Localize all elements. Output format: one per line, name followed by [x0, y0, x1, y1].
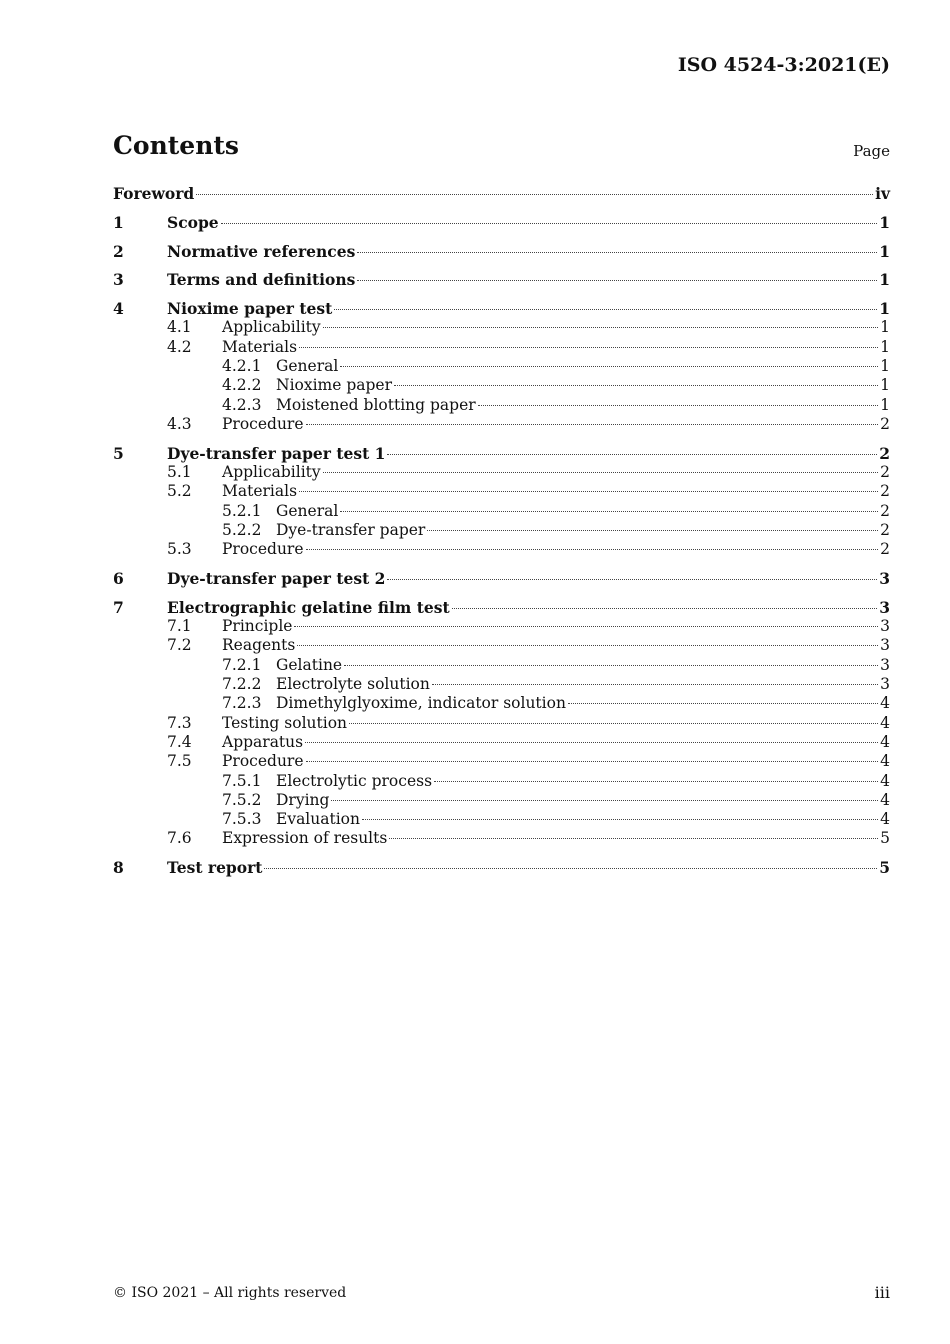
toc-entry[interactable]: [113, 502, 890, 521]
dot-leader: [357, 280, 877, 281]
dot-leader: [387, 579, 877, 580]
dot-leader: [305, 742, 878, 743]
toc-entry-number: 7.2.1: [222, 655, 262, 674]
toc-entry-title: Nioxime paper: [276, 376, 393, 395]
dot-leader: [294, 626, 878, 627]
toc-entry-title: Electrolytic process: [276, 771, 433, 790]
toc-entry-number: 5.2.2: [222, 520, 262, 539]
toc-entry-title: Procedure: [222, 752, 304, 771]
toc-entry[interactable]: [113, 463, 890, 482]
toc-entry-number: 4.1: [167, 318, 192, 337]
toc-entry-number: 7.5.3: [222, 810, 262, 829]
toc-entry-number: 7.5.1: [222, 771, 262, 790]
toc-entry-page: 1: [880, 395, 890, 414]
toc-entry-page: 2: [880, 414, 890, 433]
toc-entry[interactable]: [113, 694, 890, 713]
toc-entry-title: Terms and definitions: [167, 270, 356, 290]
toc-entry-page: 2: [880, 540, 890, 559]
toc-entry-page: 4: [880, 790, 890, 809]
toc-entry[interactable]: [113, 636, 890, 655]
toc-entry-page: 4: [880, 771, 890, 790]
toc-entry-page: 3: [879, 597, 890, 617]
dot-leader: [299, 347, 878, 348]
toc-entry-number: 4.2.1: [222, 357, 262, 376]
toc-entry[interactable]: [113, 598, 890, 617]
toc-entry-page: 1: [880, 357, 890, 376]
toc-entry[interactable]: [113, 270, 890, 289]
toc-entry-page: 2: [880, 501, 890, 520]
toc-entry-page: 1: [879, 299, 890, 319]
toc-entry-number: 5.3: [167, 540, 192, 559]
dot-leader: [334, 309, 877, 310]
toc-entry-title: Scope: [167, 212, 219, 232]
toc-entry-number: 4.2.2: [222, 376, 262, 395]
toc-entry[interactable]: [113, 521, 890, 540]
toc-entry-number: 7.5.2: [222, 790, 262, 809]
toc-entry-number: 5.2: [167, 482, 192, 501]
toc-entry-page: 2: [880, 482, 890, 501]
toc-entry-page: 1: [879, 212, 890, 232]
toc-entry[interactable]: [113, 858, 890, 877]
toc-entry-number: 7.4: [167, 732, 192, 751]
toc-entry-page: 4: [880, 694, 890, 713]
toc-entry[interactable]: [113, 376, 890, 395]
dot-leader: [389, 838, 878, 839]
page-number: iii: [874, 1283, 890, 1302]
toc-entry-title: General: [276, 357, 339, 376]
toc-entry-title: Foreword: [113, 184, 195, 203]
toc-entry-page: 3: [879, 569, 890, 589]
toc-entry-title: Dimethylglyoxime, indicator solution: [276, 694, 566, 713]
toc-entry-page: 2: [880, 463, 890, 482]
toc-entry-page: 4: [880, 732, 890, 751]
toc-entry-title: Normative references: [167, 241, 356, 261]
toc-entry-number: 7.1: [167, 617, 192, 636]
toc-entry-title: Procedure: [222, 540, 304, 559]
dot-leader: [452, 608, 878, 609]
dot-leader: [323, 472, 878, 473]
toc-entry-number: 7.2.3: [222, 694, 262, 713]
contents-heading: Contents: [113, 131, 240, 160]
dot-leader: [344, 665, 878, 666]
toc-entry[interactable]: [113, 656, 890, 675]
toc-entry-number: 6: [113, 569, 124, 589]
document-id: ISO 4524-3:2021(E): [677, 54, 890, 76]
dot-leader: [568, 703, 878, 704]
toc-entry-page: 2: [879, 443, 890, 463]
toc-entry[interactable]: [113, 444, 890, 463]
dot-leader: [478, 405, 878, 406]
toc-entry[interactable]: [113, 569, 890, 588]
toc-entry-title: Procedure: [222, 414, 304, 433]
toc-entry-number: 7.5: [167, 752, 192, 771]
page-column-label: Page: [853, 142, 890, 160]
dot-leader: [323, 327, 878, 328]
toc-entry[interactable]: [113, 540, 890, 559]
toc-entry-page: 3: [880, 617, 890, 636]
toc-entry[interactable]: [113, 829, 890, 848]
toc-entry-number: 4.2: [167, 337, 192, 356]
dot-leader: [340, 511, 878, 512]
toc-entry-title: General: [276, 501, 339, 520]
toc-entry-title: Apparatus: [222, 732, 304, 751]
toc-entry-title: Reagents: [222, 636, 296, 655]
dot-leader: [394, 385, 878, 386]
toc-entry[interactable]: [113, 213, 890, 232]
toc-entry-page: 3: [880, 675, 890, 694]
toc-entry-number: 7.2: [167, 636, 192, 655]
toc-entry[interactable]: [113, 714, 890, 733]
toc-entry-number: 5.2.1: [222, 501, 262, 520]
toc-entry-title: Moistened blotting paper: [276, 395, 476, 414]
dot-leader: [427, 530, 878, 531]
toc-entry-number: 3: [113, 270, 124, 290]
toc-entry-page: 4: [880, 810, 890, 829]
toc-entry-number: 2: [113, 241, 124, 261]
toc-entry-number: 4.2.3: [222, 395, 262, 414]
toc-entry-number: 7.3: [167, 713, 192, 732]
table-of-contents: [113, 184, 890, 878]
dot-leader: [434, 781, 878, 782]
toc-entry-title: Gelatine: [276, 655, 343, 674]
dot-leader: [264, 868, 877, 869]
toc-entry-page: iv: [875, 184, 890, 203]
toc-entry[interactable]: [113, 242, 890, 261]
toc-entry-page: 2: [880, 520, 890, 539]
toc-entry-title: Applicability: [222, 318, 321, 337]
toc-entry-page: 3: [880, 655, 890, 674]
toc-entry-number: 4: [113, 299, 124, 319]
toc-entry[interactable]: [113, 415, 890, 434]
toc-entry-number: 8: [113, 858, 124, 878]
toc-entry[interactable]: [113, 752, 890, 771]
dot-leader: [196, 194, 873, 195]
toc-entry-page: 3: [880, 636, 890, 655]
toc-entry-page: 4: [880, 752, 890, 771]
toc-entry-title: Nioxime paper test: [167, 299, 333, 319]
toc-entry-title: Dye-transfer paper test 2: [167, 569, 386, 589]
toc-entry-title: Drying: [276, 790, 330, 809]
toc-entry-number: 1: [113, 212, 124, 232]
toc-entry-page: 5: [880, 829, 890, 848]
toc-entry-page: 4: [880, 713, 890, 732]
toc-entry[interactable]: [113, 357, 890, 376]
dot-leader: [306, 424, 879, 425]
toc-entry[interactable]: [113, 482, 890, 501]
dot-leader: [299, 491, 878, 492]
toc-entry[interactable]: [113, 396, 890, 415]
toc-entry-number: 7: [113, 597, 124, 617]
toc-entry-number: 4.3: [167, 414, 192, 433]
toc-entry-title: Expression of results: [222, 829, 388, 848]
dot-leader: [357, 252, 877, 253]
dot-leader: [362, 819, 878, 820]
dot-leader: [306, 549, 879, 550]
toc-entry[interactable]: [113, 810, 890, 829]
dot-leader: [306, 761, 879, 762]
toc-entry-title: Materials: [222, 337, 298, 356]
dot-leader: [340, 366, 878, 367]
toc-entry[interactable]: [113, 184, 890, 203]
toc-entry-title: Electrographic gelatine film test: [167, 597, 450, 617]
toc-entry-page: 1: [880, 376, 890, 395]
toc-entry-number: 5.1: [167, 463, 192, 482]
toc-entry[interactable]: [113, 733, 890, 752]
toc-entry-title: Electrolyte solution: [276, 675, 430, 694]
dot-leader: [349, 723, 878, 724]
toc-entry-title: Test report: [167, 858, 263, 878]
dot-leader: [297, 645, 878, 646]
toc-entry-page: 1: [880, 337, 890, 356]
toc-entry-number: 7.6: [167, 829, 192, 848]
copyright-notice: © ISO 2021 – All rights reserved: [113, 1285, 347, 1301]
toc-entry-title: Dye-transfer paper test 1: [167, 443, 386, 463]
toc-entry-number: 7.2.2: [222, 675, 262, 694]
toc-entry-title: Principle: [222, 617, 293, 636]
toc-entry-page: 1: [879, 241, 890, 261]
dot-leader: [387, 454, 877, 455]
toc-entry-title: Testing solution: [222, 713, 348, 732]
toc-entry[interactable]: [113, 675, 890, 694]
toc-entry-number: 5: [113, 443, 124, 463]
toc-entry[interactable]: [113, 617, 890, 636]
dot-leader: [221, 223, 878, 224]
dot-leader: [331, 800, 878, 801]
dot-leader: [432, 684, 878, 685]
toc-entry-page: 1: [880, 318, 890, 337]
toc-entry[interactable]: [113, 338, 890, 357]
toc-entry[interactable]: [113, 318, 890, 337]
toc-entry-page: 1: [879, 270, 890, 290]
toc-entry[interactable]: [113, 772, 890, 791]
toc-entry-title: Evaluation: [276, 810, 360, 829]
toc-entry[interactable]: [113, 791, 890, 810]
toc-entry[interactable]: [113, 299, 890, 318]
toc-entry-title: Dye-transfer paper: [276, 520, 426, 539]
toc-entry-title: Applicability: [222, 463, 321, 482]
toc-entry-title: Materials: [222, 482, 298, 501]
toc-entry-page: 5: [879, 858, 890, 878]
